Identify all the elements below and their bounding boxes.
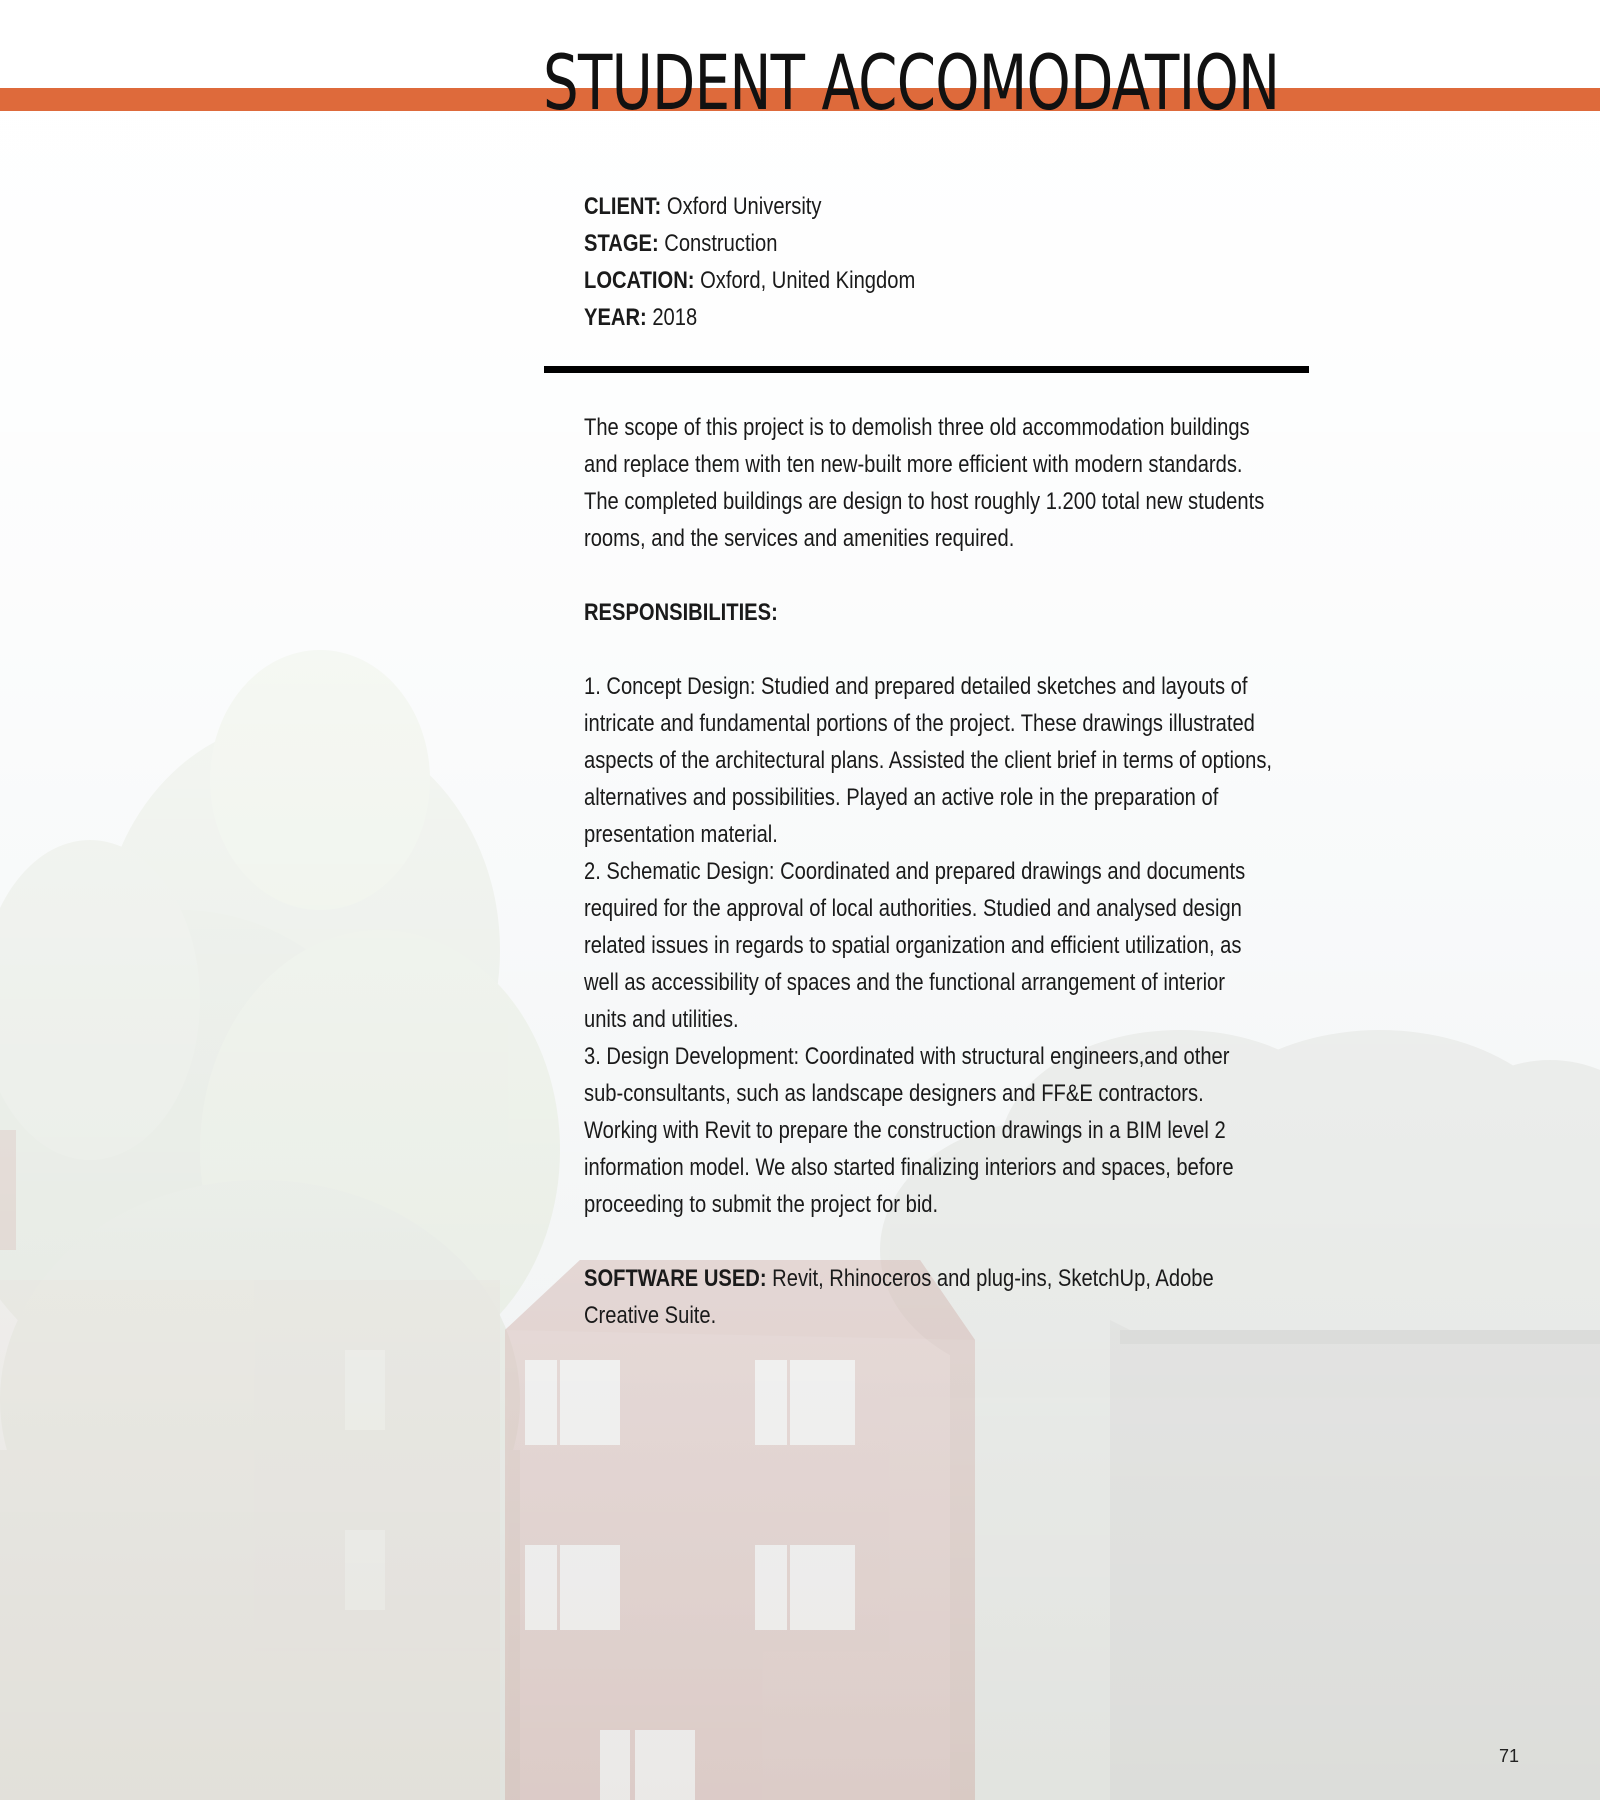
software-used xyxy=(584,1260,1273,1334)
meta-stage-value: Construction xyxy=(664,230,778,257)
meta-location xyxy=(584,262,1189,299)
meta-client-label: CLIENT: xyxy=(584,193,662,220)
project-body xyxy=(584,409,1273,1371)
meta-location-label: LOCATION: xyxy=(584,267,695,294)
meta-year-value: 2018 xyxy=(652,304,698,331)
meta-stage-label: STAGE: xyxy=(584,230,659,257)
meta-location-value: Oxford, United Kingdom xyxy=(700,267,916,294)
software-used-label: SOFTWARE USED: xyxy=(584,1265,767,1292)
project-meta xyxy=(584,188,1304,336)
section-divider xyxy=(544,366,1309,373)
responsibility-schematic-design: 2. Schematic Design: Coordinated and prepared drawings and documents required for the approval of local authorities. Studied and analysed design related issues in regards to spatial organization and efficient utilization, as well as accessibility of spaces and the functional arrangement of interior units and utilities. xyxy=(584,858,1246,1033)
meta-year-label: YEAR: xyxy=(584,304,647,331)
meta-client xyxy=(584,188,1189,225)
meta-stage xyxy=(584,225,1189,262)
responsibility-design-development: 3. Design Development: Coordinated with structural engineers,and other sub-consultants, such as landscape designers and FF&E contractors. Working with Revit to prepare the construction drawings in a BIM level 2 information model. We also started finalizing interiors and spaces, before proceeding to submit the project for bid. xyxy=(584,1043,1234,1218)
responsibilities-list xyxy=(584,668,1273,1223)
meta-year xyxy=(584,299,1189,336)
project-description: The scope of this project is to demolish three old accommodation buildings and replace them with ten new-built more efficient with modern standards. The completed buildings are design to host roughly 1.200 total new students rooms, and the services and amenities required. xyxy=(584,414,1265,552)
page-number: 71 xyxy=(1499,1746,1520,1766)
software-used-value: Revit, Rhinoceros and plug-ins, SketchUp, Adobe Creative Suite. xyxy=(584,1265,1214,1329)
responsibility-concept-design: 1. Concept Design: Studied and prepared detailed sketches and layouts of intricate and fundamental portions of the project. These drawings illustrated aspects of the architectural plans. Assisted the client brief in terms of options, alternatives and possibilities. Played an active role in the preparation of presentation material. xyxy=(584,673,1273,848)
page-title: STUDENT ACCOMODATION xyxy=(543,38,1280,127)
responsibilities-heading: RESPONSIBILITIES: xyxy=(584,599,778,626)
meta-client-value: Oxford University xyxy=(666,193,822,220)
